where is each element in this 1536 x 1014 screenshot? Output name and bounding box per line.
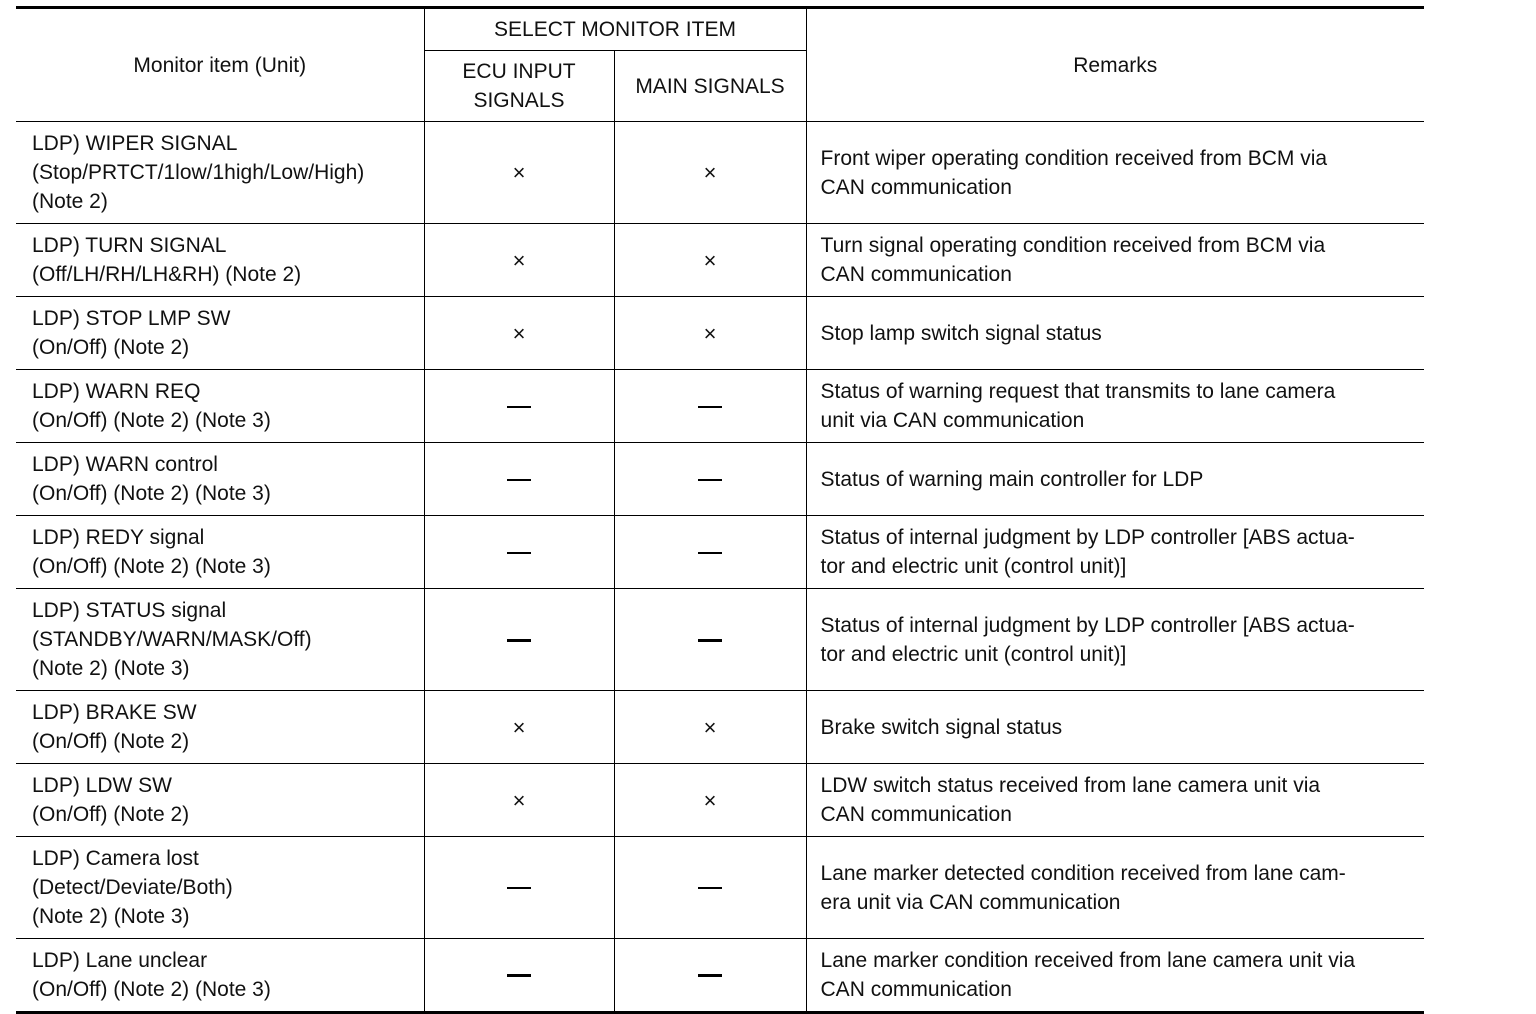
- table-row: [16, 297, 1424, 370]
- monitor-item-line: LDP) WARN REQ: [32, 380, 201, 403]
- monitor-item-line: (Note 2) (Note 3): [32, 905, 190, 928]
- dash-mark: [507, 887, 531, 889]
- remark-line: Turn signal operating condition received from BCM via: [820, 234, 1326, 257]
- remarks-cell: [806, 297, 1424, 370]
- monitor-item-line: (On/Off) (Note 2) (Note 3): [32, 978, 271, 1001]
- remark-line: era unit via CAN communication: [820, 890, 1121, 914]
- remark-line: unit via CAN communication: [820, 409, 1085, 432]
- main-signals-cell: [614, 589, 806, 691]
- main-signals-cell: ×: [614, 224, 806, 297]
- monitor-item-cell: [16, 516, 424, 589]
- main-signals-cell: [614, 370, 806, 443]
- remark-line: Status of warning request that transmits to lane camera: [820, 380, 1336, 403]
- main-signals-cell: [614, 939, 806, 1013]
- dash-mark: [698, 639, 722, 642]
- monitor-item-line: LDP) TURN SIGNAL: [32, 234, 227, 257]
- main-signals-cell: [614, 516, 806, 589]
- main-signals-cell: [614, 443, 806, 516]
- remarks-cell: [806, 443, 1424, 516]
- remarks-cell: [806, 370, 1424, 443]
- remark-line: CAN communication: [820, 175, 1012, 199]
- remarks-cell: [806, 122, 1424, 224]
- dash-mark: [507, 552, 531, 554]
- table-row: [16, 443, 1424, 516]
- table-row: [16, 516, 1424, 589]
- ecu-input-signals-cell: ×: [424, 224, 614, 297]
- ecu-input-signals-cell: [424, 837, 614, 939]
- remarks-cell: [806, 516, 1424, 589]
- main-signals-cell: ×: [614, 764, 806, 837]
- header-ecu-line-2: SIGNALS: [473, 89, 565, 112]
- table-row: [16, 370, 1424, 443]
- monitor-item-line: LDP) Camera lost: [32, 847, 199, 870]
- header-ecu-line-1: ECU INPUT: [462, 60, 576, 83]
- remarks-cell: [806, 764, 1424, 837]
- table-row: [16, 837, 1424, 939]
- monitor-item-cell: [16, 122, 424, 224]
- dash-mark: [698, 479, 722, 481]
- monitor-item-line: LDP) WIPER SIGNAL: [32, 132, 238, 155]
- remark-line: Brake switch signal status: [820, 715, 1063, 739]
- monitor-item-line: (On/Off) (Note 2): [32, 803, 190, 826]
- monitor-item-line: LDP) STATUS signal: [32, 599, 227, 622]
- remark-line: CAN communication: [820, 803, 1012, 826]
- header-monitor-item: Monitor item (Unit): [16, 8, 424, 122]
- monitor-item-line: (On/Off) (Note 2) (Note 3): [32, 482, 271, 505]
- dash-mark: [698, 887, 722, 889]
- remark-line: CAN communication: [820, 263, 1012, 286]
- ecu-input-signals-cell: ×: [424, 297, 614, 370]
- remarks-cell: [806, 691, 1424, 764]
- monitor-item-line: (On/Off) (Note 2): [32, 336, 190, 359]
- monitor-item-cell: [16, 939, 424, 1013]
- monitor-item-line: LDP) WARN control: [32, 453, 218, 476]
- remark-line: Status of warning main controller for LDP: [820, 467, 1204, 491]
- monitor-item-line: (Detect/Deviate/Both): [32, 876, 233, 899]
- remark-line: LDW switch status received from lane camera unit via: [820, 774, 1321, 797]
- remark-line: tor and electric unit (control unit)]: [820, 555, 1127, 578]
- main-signals-cell: ×: [614, 297, 806, 370]
- monitor-item-line: (On/Off) (Note 2): [32, 730, 190, 753]
- ecu-input-signals-cell: [424, 939, 614, 1013]
- main-signals-cell: [614, 837, 806, 939]
- remarks-cell: [806, 589, 1424, 691]
- remark-line: Status of internal judgment by LDP controller [ABS actua-: [820, 526, 1355, 549]
- table-row: [16, 691, 1424, 764]
- remark-line: Lane marker condition received from lane camera unit via: [820, 949, 1356, 972]
- monitor-item-cell: [16, 837, 424, 939]
- remark-line: Stop lamp switch signal status: [820, 321, 1102, 345]
- table-row: [16, 589, 1424, 691]
- header-main-signals: MAIN SIGNALS: [614, 51, 806, 122]
- remarks-cell: [806, 224, 1424, 297]
- ecu-input-signals-cell: ×: [424, 691, 614, 764]
- ecu-input-signals-cell: [424, 370, 614, 443]
- remarks-cell: [806, 939, 1424, 1013]
- dash-mark: [507, 974, 531, 977]
- ecu-input-signals-cell: ×: [424, 122, 614, 224]
- ecu-input-signals-cell: [424, 589, 614, 691]
- monitor-item-cell: [16, 589, 424, 691]
- monitor-item-cell: [16, 764, 424, 837]
- main-signals-cell: ×: [614, 122, 806, 224]
- monitor-item-cell: [16, 297, 424, 370]
- monitor-item-line: (Note 2): [32, 190, 108, 213]
- dash-mark: [698, 406, 722, 408]
- monitor-item-line: LDP) REDY signal: [32, 526, 205, 549]
- remark-line: Front wiper operating condition received from BCM via: [820, 146, 1328, 170]
- table-body: [16, 122, 1424, 1013]
- monitor-item-line: (STANDBY/WARN/MASK/Off): [32, 628, 312, 651]
- table-row: [16, 764, 1424, 837]
- main-signals-cell: ×: [614, 691, 806, 764]
- dash-mark: [507, 479, 531, 481]
- monitor-item-table: [16, 6, 1424, 1014]
- dash-mark: [698, 974, 722, 977]
- monitor-item-line: LDP) STOP LMP SW: [32, 307, 231, 330]
- monitor-item-cell: [16, 443, 424, 516]
- monitor-item-cell: [16, 224, 424, 297]
- monitor-item-line: LDP) Lane unclear: [32, 949, 208, 972]
- remark-line: CAN communication: [820, 978, 1012, 1001]
- dash-mark: [698, 552, 722, 554]
- table-header: [16, 8, 1424, 122]
- monitor-item-line: (On/Off) (Note 2) (Note 3): [32, 555, 271, 578]
- table-row: [16, 122, 1424, 224]
- dash-mark: [507, 639, 531, 642]
- monitor-item-cell: [16, 691, 424, 764]
- monitor-item-line: (Note 2) (Note 3): [32, 657, 190, 680]
- remark-line: Lane marker detected condition received from lane cam-: [820, 861, 1346, 885]
- monitor-item-cell: [16, 370, 424, 443]
- monitor-item-line: (Stop/PRTCT/1low/1high/Low/High): [32, 161, 365, 184]
- monitor-item-line: (Off/LH/RH/LH&RH) (Note 2): [32, 263, 302, 286]
- ecu-input-signals-cell: [424, 443, 614, 516]
- header-remarks: Remarks: [806, 8, 1424, 122]
- table-row: [16, 224, 1424, 297]
- monitor-item-line: LDP) BRAKE SW: [32, 701, 197, 724]
- ecu-input-signals-cell: ×: [424, 764, 614, 837]
- remark-line: tor and electric unit (control unit)]: [820, 642, 1127, 666]
- remark-line: Status of internal judgment by LDP controller [ABS actua-: [820, 613, 1355, 637]
- monitor-item-line: (On/Off) (Note 2) (Note 3): [32, 409, 271, 432]
- dash-mark: [507, 406, 531, 408]
- remarks-cell: [806, 837, 1424, 939]
- monitor-item-line: LDP) LDW SW: [32, 774, 173, 797]
- table-row: [16, 939, 1424, 1013]
- header-select-monitor-item: SELECT MONITOR ITEM: [424, 8, 806, 51]
- header-ecu-input-signals: [424, 51, 614, 122]
- ecu-input-signals-cell: [424, 516, 614, 589]
